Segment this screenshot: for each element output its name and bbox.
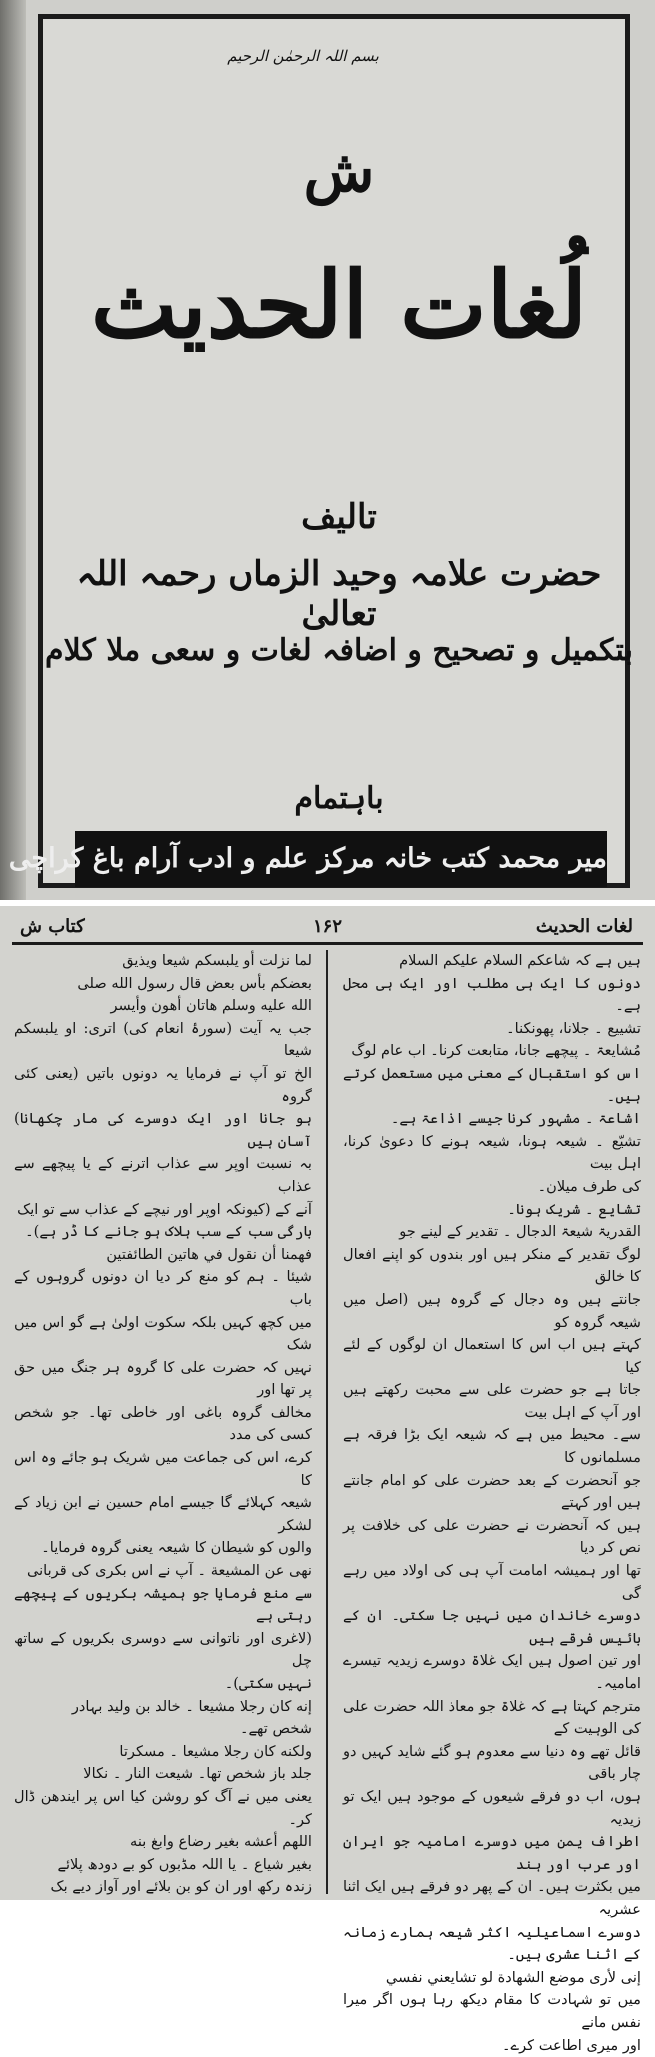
text-line: اللهم أعشه بغير رضاع وابغ بنه [14,1831,312,1854]
text-line: والوں کو شیطان کا شیعہ یعنی گروہ فرمایا۔ [14,1537,312,1560]
text-line: اشاعۃ ۔ مشہور کرنا جیسے اذاعۃ ہے۔ [343,1108,641,1131]
text-line: اور میری اطاعت کرے۔ [343,2035,641,2057]
text-line: فهمنا أن نقول في هاتين الطائفتين [14,1244,312,1267]
text-line: اور تین اصول ہیں ایک غلاۃ دوسرے زیدیہ تیسرے امامیہ۔ [343,1650,641,1695]
text-line: شيئا ۔ ہم کو منع کر دیا ان دونوں گروہوں کے باب [14,1266,312,1311]
text-line: میں تو شہادت کا مقام دیکھ رہا ہوں اگر میرا نفس مانے [343,1989,641,2034]
text-line: نہیں سکتی)۔ [14,1673,312,1696]
book-title: لُغات الحدیث [43,251,635,359]
text-line: مترجم کہتا ہے کہ غلاۃ جو معاذ اللہ حضرت علی کی الوہیت کے [343,1696,641,1741]
text-line: میں کچھ کہیں بلکہ سکوت اولیٰ ہے گو اس میں شک [14,1312,312,1357]
header-rule [12,942,643,945]
text-line: ہو جانا اور ایک دوسرے کی مار چکھانا) آسان ہیں [14,1108,312,1153]
text-line: القدریۃ شیعۃ الدجال ۔ تقدیر کے لینے جو [343,1221,641,1244]
page-number: ۱۶۲ [0,916,655,937]
header-book-title: لغات الحدیث [536,916,633,937]
text-page-scan [0,906,655,1900]
text-line: دوسرے خاندان میں نہیں جا سکتی۔ ان کے بائیس فرقے ہیں [343,1605,641,1650]
text-line: إنه كان رجلا مشيعا ۔ خالد بن ولید بہادر [14,1696,312,1719]
text-line: ہوں، اب دو فرقے شیعوں کے موجود ہیں ایک تو زیدیہ [343,1786,641,1831]
publisher-banner: میر محمد کتب خانہ مرکز علم و ادب آرام باغ کراچی [75,831,607,887]
text-line: جو آنحضرت کے بعد حضرت علی کو امام جانتے ہیں اور کہتے [343,1470,641,1515]
text-line: بارگی سب کے سب ہلاک ہو جانے کا ڈر ہے)۔ [14,1221,312,1244]
text-line: ہیں ہے کہ شاعکم السلام علیکم السلام [343,950,641,973]
text-line: جلد باز شخص تھا۔ شيعت النار ۔ نکالا [14,1763,312,1786]
text-line: کی طرف میلان۔ [343,1176,641,1199]
text-line: ہیں کہ آنحضرت نے حضرت علی کی خلافت پر نص کر دیا [343,1515,641,1560]
basmala: بسم اللہ الرحمٰن الرحیم [123,47,483,65]
text-line: شخص تھے۔ [14,1718,312,1741]
book-spine-shadow [0,0,26,900]
text-line: ولكنه كان رجلا مشيعا ۔ مسکرتا [14,1741,312,1764]
text-line: لوگ تقدیر کے منکر ہیں اور بندوں کو اپنے افعال کا خالق [343,1244,641,1289]
text-line: إنی لأرى موضع الشهادة لو تشايعني نفسي [343,1967,641,1990]
title-page-scan [0,0,655,900]
text-line: الخ تو آپ نے فرمایا یہ دونوں باتیں (یعنی کئی گروہ [14,1063,312,1108]
text-line: دوسرے اسماعیلیہ اکثر شیعہ ہمارے زمانہ کے اثنا عشری ہیں۔ [343,1922,641,1967]
text-line: آنے کے (کیونکہ اوپر اور نیچے کے عذاب سے تو ایک [14,1199,312,1222]
text-line: جب یہ آیت (سورۂ انعام کی) اتری: او یلبسکم شیعا [14,1018,312,1063]
running-header [0,912,655,942]
volume-letter: ش [43,137,635,205]
text-line: تشیّع ۔ شیعہ ہونا، شیعہ ہونے کا دعویٰ کرنا، اہل بیت [343,1131,641,1176]
text-line: (لاغری اور ناتوانی سے دوسری بکریوں کے ساتھ چل [14,1628,312,1673]
text-line: اطراف یمن میں دوسرے امامیہ جو ایران اور عرب اور ہند [343,1831,641,1876]
text-line: بہ نسبت اوپر سے عذاب اترنے کے یا پیچھے سے عذاب [14,1153,312,1198]
text-line: مُشایعۃ ۔ پیچھے جانا، متابعت کرنا۔ اب عام لوگ [343,1040,641,1063]
text-line: تشایع ۔ شریک ہونا۔ [343,1199,641,1222]
text-line: تشییع ۔ جلانا، پھونکنا۔ [343,1018,641,1041]
text-line: بغير شياع ۔ یا اللہ مڈبوں کو بے دودھ پلائے [14,1854,312,1877]
column-divider [326,950,328,1894]
bahtimam-label: باہتمام [43,781,635,816]
text-line: کہتے ہیں اب اس کا استعمال ان لوگوں کے لئے کیا [343,1334,641,1379]
talif-label: تالیف [43,497,635,537]
completion-line: بتکمیل و تصحیح و اضافہ لغات و سعی ملا کلام [43,633,635,668]
text-line: الله عليه وسلم هاتان أهون وأيسر [14,995,312,1018]
text-line: تھا اور ہمیشہ امامت آپ ہی کی اولاد میں رہے گی [343,1560,641,1605]
text-line: یعنی میں نے آگ کو روشن کیا اس پر ایندھن ڈال کر۔ [14,1786,312,1831]
text-line: نهى عن المشيعة ۔ آپ نے اس بکری کی قربانی [14,1560,312,1583]
text-line: کرے، اس کی جماعت میں شریک ہو جائے وہ اس کا [14,1447,312,1492]
text-line: سے منع فرمایا جو ہمیشہ بکریوں کے پیچھے رہتی ہے [14,1583,312,1628]
text-line: جانتے ہیں وہ دجال کے گروہ ہیں (اصل میں شیعہ گروہ کو [343,1289,641,1334]
text-line: بعضكم بأس بعض قال رسول الله صلى [14,973,312,996]
text-line: سے۔ محیط میں ہے کہ شیعہ ایک بڑا فرقہ ہے مسلمانوں کا [343,1424,641,1469]
text-line: لما نزلت أو يلبسكم شيعا ويذيق [14,950,312,973]
left-column [14,950,312,1894]
text-line: دونوں کا ایک ہی مطلب اور ایک ہی محل ہے۔ [343,973,641,1018]
title-page-frame [38,14,630,888]
author-line: حضرت علامہ وحید الزماں رحمہ اللہ تعالیٰ [43,553,635,634]
header-section: کتاب ش [20,916,85,937]
text-line: شیعہ کہلائے گا جیسے امام حسین نے ابن زیاد کے لشکر [14,1492,312,1537]
text-line: قائل تھے وہ دنیا سے معدوم ہو گئے شاید کہیں دو چار باقی [343,1741,641,1786]
text-line: نہیں کہ حضرت علی کا گروہ ہر جنگ میں حق پر تھا اور [14,1357,312,1402]
text-line: میں بکثرت ہیں۔ ان کے پھر دو فرقے ہیں ایک اثنا عشریہ [343,1876,641,1921]
text-line: زندہ رکھ اور ان کو بن بلائے اور آواز دیے بک [14,1876,312,1899]
right-column [343,950,641,1894]
text-line: مخالف گروہ باغی اور خاطی تھا۔ جو شخص کسی کی مدد [14,1402,312,1447]
text-line: اس کو استقبال کے معنی میں مستعمل کرتے ہیں۔ [343,1063,641,1108]
text-line: جاتا ہے جو حضرت علی سے محبت رکھتے ہیں اور آپ کے اہل بیت [343,1379,641,1424]
